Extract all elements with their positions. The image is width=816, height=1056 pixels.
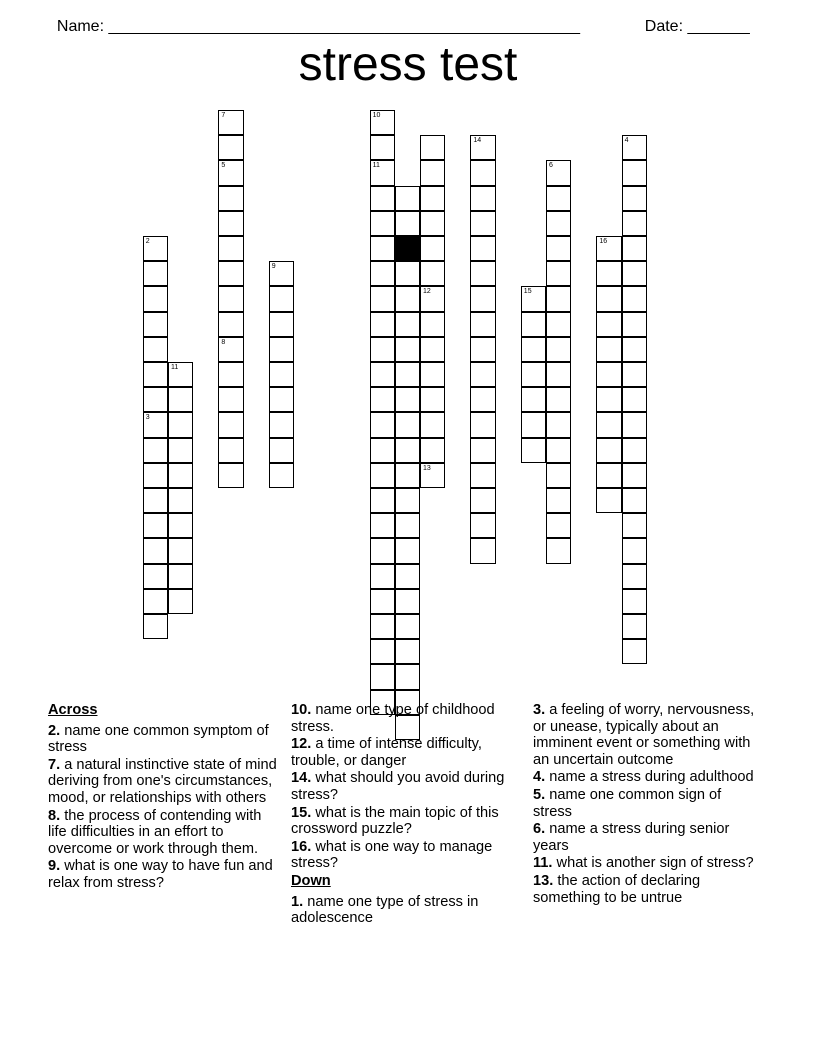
grid-cell[interactable] bbox=[395, 286, 420, 311]
grid-cell[interactable] bbox=[596, 236, 621, 261]
grid-cell[interactable] bbox=[395, 362, 420, 387]
across-clue bbox=[48, 723, 278, 756]
clue-number-label: 13 bbox=[423, 464, 431, 472]
grid-cell[interactable] bbox=[218, 412, 243, 437]
grid-cell[interactable] bbox=[395, 438, 420, 463]
grid-cell[interactable] bbox=[470, 362, 495, 387]
grid-cell[interactable] bbox=[370, 412, 395, 437]
grid-cell[interactable] bbox=[143, 614, 168, 639]
grid-cell[interactable] bbox=[622, 488, 647, 513]
grid-cell[interactable] bbox=[370, 664, 395, 689]
grid-cell[interactable] bbox=[420, 135, 445, 160]
clues-column-1 bbox=[48, 702, 278, 893]
grid-cell[interactable] bbox=[420, 463, 445, 488]
grid-cell[interactable] bbox=[370, 362, 395, 387]
grid-cell[interactable] bbox=[622, 261, 647, 286]
date-field[interactable]: _______ bbox=[683, 18, 750, 35]
grid-cell[interactable] bbox=[420, 387, 445, 412]
clue-number-label: 9 bbox=[271, 263, 276, 271]
clue-number-label: 6 bbox=[549, 162, 553, 170]
grid-cell[interactable] bbox=[143, 236, 168, 261]
grid-cell[interactable] bbox=[622, 564, 647, 589]
grid-cell[interactable] bbox=[420, 312, 445, 337]
clue-text: the action of declaring something to be untrue bbox=[533, 872, 701, 906]
grid-cell[interactable] bbox=[521, 387, 546, 412]
grid-cell[interactable] bbox=[395, 614, 420, 639]
grid-cell[interactable] bbox=[546, 412, 571, 437]
clue-text: name a stress during adulthood bbox=[545, 769, 754, 786]
grid-cell[interactable] bbox=[168, 387, 193, 412]
grid-cell[interactable] bbox=[395, 589, 420, 614]
grid-cell[interactable] bbox=[596, 261, 621, 286]
grid-cell[interactable] bbox=[622, 236, 647, 261]
grid-cell[interactable] bbox=[420, 286, 445, 311]
grid-cell[interactable] bbox=[218, 236, 243, 261]
grid-cell[interactable] bbox=[370, 211, 395, 236]
grid-cell[interactable] bbox=[370, 538, 395, 563]
grid-cell[interactable] bbox=[218, 312, 243, 337]
grid-cell[interactable] bbox=[370, 488, 395, 513]
grid-cell[interactable] bbox=[168, 513, 193, 538]
grid-cell[interactable] bbox=[470, 488, 495, 513]
grid-cell[interactable] bbox=[395, 387, 420, 412]
grid-cell[interactable] bbox=[395, 664, 420, 689]
clue-number-label: 14 bbox=[473, 137, 482, 145]
name-field[interactable]: _____________________________________________________ bbox=[104, 18, 581, 35]
grid-cell[interactable] bbox=[143, 513, 168, 538]
grid-cell[interactable] bbox=[546, 312, 571, 337]
grid-cell[interactable] bbox=[546, 438, 571, 463]
clue-text: name one common symptom of stress bbox=[48, 722, 269, 756]
grid-cell[interactable] bbox=[420, 160, 445, 185]
grid-cell[interactable] bbox=[395, 211, 420, 236]
grid-cell[interactable] bbox=[370, 438, 395, 463]
grid-cell[interactable] bbox=[218, 337, 243, 362]
grid-cell[interactable] bbox=[218, 211, 243, 236]
grid-cell[interactable] bbox=[218, 261, 243, 286]
grid-cell[interactable] bbox=[420, 261, 445, 286]
grid-cell[interactable] bbox=[370, 135, 395, 160]
grid-cell[interactable] bbox=[143, 286, 168, 311]
clue-number-label: 16 bbox=[599, 238, 608, 245]
grid-cell[interactable] bbox=[269, 463, 294, 488]
clue-number-label: 3 bbox=[145, 414, 150, 422]
grid-cell[interactable] bbox=[168, 438, 193, 463]
grid-cell[interactable] bbox=[622, 639, 647, 664]
grid-cell[interactable] bbox=[546, 160, 571, 185]
down-clue bbox=[533, 821, 763, 854]
grid-cell[interactable] bbox=[546, 362, 571, 387]
clue-number-label: 7 bbox=[221, 112, 226, 119]
grid-cell[interactable] bbox=[395, 538, 420, 563]
across-clue bbox=[291, 805, 521, 838]
grid-cell[interactable] bbox=[269, 261, 294, 286]
grid-cell[interactable] bbox=[622, 513, 647, 538]
down-clue bbox=[533, 855, 763, 872]
grid-cell[interactable] bbox=[218, 387, 243, 412]
grid-cell[interactable] bbox=[470, 513, 495, 538]
grid-cell[interactable] bbox=[622, 538, 647, 563]
grid-cell[interactable] bbox=[420, 236, 445, 261]
clue-text: what is another sign of stress? bbox=[552, 855, 754, 872]
grid-cell[interactable] bbox=[269, 412, 294, 437]
down-heading: Down bbox=[291, 872, 331, 889]
clue-number-label: 12 bbox=[423, 288, 431, 296]
clue-text: what is one way to have fun and relax from stress? bbox=[48, 858, 273, 891]
grid-cell[interactable] bbox=[596, 387, 621, 412]
clue-number-label: 10 bbox=[372, 112, 381, 119]
grid-cell[interactable] bbox=[395, 312, 420, 337]
clue-text: name one common sign of stress bbox=[533, 786, 722, 820]
grid-cell[interactable] bbox=[546, 463, 571, 488]
grid-cell[interactable] bbox=[470, 135, 495, 160]
grid-cell[interactable] bbox=[521, 286, 546, 311]
grid-cell[interactable] bbox=[370, 387, 395, 412]
grid-cell[interactable] bbox=[622, 387, 647, 412]
name-label: Name: bbox=[56, 18, 105, 35]
grid-cell[interactable] bbox=[420, 211, 445, 236]
grid-cell[interactable] bbox=[370, 261, 395, 286]
clue-number: 15. bbox=[291, 804, 312, 821]
clue-number: 14. bbox=[291, 770, 312, 787]
clue-number-label: 4 bbox=[624, 137, 629, 145]
across-clue bbox=[291, 839, 521, 872]
clues-column-3 bbox=[533, 702, 763, 907]
grid-cell[interactable] bbox=[370, 160, 395, 185]
across-clue bbox=[48, 757, 278, 807]
grid-cell[interactable] bbox=[546, 286, 571, 311]
grid-cell[interactable] bbox=[218, 438, 243, 463]
grid-cell[interactable] bbox=[218, 135, 243, 160]
grid-cell[interactable] bbox=[470, 387, 495, 412]
clue-text: what is the main topic of this crossword puzzle? bbox=[291, 804, 499, 838]
grid-cell[interactable] bbox=[143, 312, 168, 337]
grid-cell[interactable] bbox=[521, 412, 546, 437]
grid-cell[interactable] bbox=[395, 337, 420, 362]
grid-cell[interactable] bbox=[470, 538, 495, 563]
clue-number: 12. bbox=[291, 736, 312, 753]
grid-cell[interactable] bbox=[143, 488, 168, 513]
grid-cell[interactable] bbox=[143, 564, 168, 589]
grid-cell[interactable] bbox=[143, 387, 168, 412]
grid-cell[interactable] bbox=[521, 337, 546, 362]
grid-cell[interactable] bbox=[546, 513, 571, 538]
grid-cell[interactable] bbox=[269, 362, 294, 387]
grid-cell[interactable] bbox=[470, 236, 495, 261]
grid-cell[interactable] bbox=[622, 186, 647, 211]
grid-cell[interactable] bbox=[622, 438, 647, 463]
clue-number: 6. bbox=[533, 821, 546, 838]
clue-number-label: 2 bbox=[145, 238, 150, 245]
grid-cell[interactable] bbox=[218, 110, 243, 135]
grid-cell[interactable] bbox=[420, 186, 445, 211]
grid-cell[interactable] bbox=[622, 211, 647, 236]
clue-number: 2. bbox=[48, 722, 61, 739]
across-clue bbox=[48, 808, 278, 858]
grid-cell[interactable] bbox=[546, 211, 571, 236]
across-heading: Across bbox=[48, 702, 98, 718]
grid-cell[interactable] bbox=[370, 639, 395, 664]
grid-cell[interactable] bbox=[546, 186, 571, 211]
grid-cell[interactable] bbox=[546, 538, 571, 563]
down-clue bbox=[533, 769, 763, 786]
clue-number: 7. bbox=[48, 756, 61, 773]
grid-cell[interactable] bbox=[395, 261, 420, 286]
grid-cell[interactable] bbox=[521, 312, 546, 337]
clue-number-label: 5 bbox=[221, 162, 226, 170]
grid-cell[interactable] bbox=[420, 438, 445, 463]
grid-cell[interactable] bbox=[395, 564, 420, 589]
grid-cell[interactable] bbox=[596, 362, 621, 387]
grid-cell[interactable] bbox=[370, 589, 395, 614]
grid-cell[interactable] bbox=[470, 186, 495, 211]
grid-cell[interactable] bbox=[395, 639, 420, 664]
clue-number: 10. bbox=[291, 702, 312, 718]
clue-number-label: 15 bbox=[523, 288, 532, 296]
grid-cell[interactable] bbox=[395, 463, 420, 488]
grid-cell[interactable] bbox=[395, 186, 420, 211]
grid-cell[interactable] bbox=[420, 337, 445, 362]
grid-cell[interactable] bbox=[470, 337, 495, 362]
grid-cell[interactable] bbox=[622, 463, 647, 488]
grid-cell[interactable] bbox=[622, 614, 647, 639]
grid-cell[interactable] bbox=[218, 186, 243, 211]
grid-cell[interactable] bbox=[470, 211, 495, 236]
grid-cell[interactable] bbox=[395, 412, 420, 437]
grid-cell[interactable] bbox=[546, 488, 571, 513]
grid-cell[interactable] bbox=[370, 614, 395, 639]
clue-text: a feeling of worry, nervousness, or unease, typically about an imminent event or something with an uncertain outcome bbox=[533, 702, 755, 768]
grid-cell[interactable] bbox=[521, 438, 546, 463]
grid-cell[interactable] bbox=[622, 286, 647, 311]
grid-cell[interactable] bbox=[143, 538, 168, 563]
grid-cell[interactable] bbox=[168, 463, 193, 488]
grid-cell[interactable] bbox=[168, 589, 193, 614]
grid-cell[interactable] bbox=[395, 488, 420, 513]
clue-number: 4. bbox=[533, 769, 546, 786]
grid-cell[interactable] bbox=[596, 463, 621, 488]
grid-cell[interactable] bbox=[596, 438, 621, 463]
grid-cell[interactable] bbox=[370, 110, 395, 135]
across-clue bbox=[291, 770, 521, 803]
grid-cell[interactable] bbox=[168, 564, 193, 589]
across-clue bbox=[291, 736, 521, 769]
clues-column-2 bbox=[291, 702, 521, 928]
grid-cell[interactable] bbox=[622, 412, 647, 437]
grid-cell[interactable] bbox=[420, 362, 445, 387]
grid-cell[interactable] bbox=[269, 337, 294, 362]
down-clue bbox=[533, 873, 763, 906]
grid-cell[interactable] bbox=[218, 160, 243, 185]
grid-cell[interactable] bbox=[521, 362, 546, 387]
grid-cell[interactable] bbox=[546, 236, 571, 261]
grid-cell[interactable] bbox=[420, 412, 445, 437]
clue-number: 13. bbox=[533, 872, 554, 889]
clue-number: 8. bbox=[48, 807, 61, 824]
grid-cell[interactable] bbox=[470, 261, 495, 286]
grid-cell[interactable] bbox=[370, 236, 395, 261]
grid-cell[interactable] bbox=[546, 387, 571, 412]
grid-cell[interactable] bbox=[596, 488, 621, 513]
grid-cell[interactable] bbox=[395, 513, 420, 538]
grid-cell[interactable] bbox=[143, 362, 168, 387]
grid-cell[interactable] bbox=[269, 286, 294, 311]
grid-cell[interactable] bbox=[269, 387, 294, 412]
grid-cell[interactable] bbox=[370, 337, 395, 362]
date-label: Date: bbox=[644, 18, 684, 35]
grid-cell[interactable] bbox=[143, 589, 168, 614]
grid-cell[interactable] bbox=[370, 286, 395, 311]
grid-cell[interactable] bbox=[546, 261, 571, 286]
grid-cell[interactable] bbox=[622, 160, 647, 185]
clue-number-label: 11 bbox=[171, 364, 179, 371]
clue-number-label: 11 bbox=[372, 162, 380, 170]
down-clue bbox=[533, 702, 763, 768]
clue-text: what is one way to manage stress? bbox=[291, 838, 493, 872]
grid-cell[interactable] bbox=[218, 463, 243, 488]
clue-text: name a stress during senior years bbox=[533, 821, 730, 854]
clue-number-label: 8 bbox=[221, 338, 226, 346]
grid-cell[interactable] bbox=[370, 463, 395, 488]
grid-cell[interactable] bbox=[168, 538, 193, 563]
grid-cell[interactable] bbox=[622, 312, 647, 337]
grid-cell[interactable] bbox=[470, 463, 495, 488]
clue-text: name one type of stress in adolescence bbox=[291, 893, 479, 927]
clue-number: 16. bbox=[291, 838, 312, 855]
clue-text: a natural instinctive state of mind deriving from one's circumstances, mood, or relationships with others bbox=[48, 756, 277, 806]
clue-number: 1. bbox=[291, 893, 304, 910]
grid-cell[interactable] bbox=[370, 312, 395, 337]
grid-cell[interactable] bbox=[370, 513, 395, 538]
grid-cell[interactable] bbox=[470, 286, 495, 311]
clue-text: a time of intense difficulty, trouble, or danger bbox=[291, 736, 482, 769]
grid-cell[interactable] bbox=[546, 337, 571, 362]
clue-text: what should you avoid during stress? bbox=[291, 770, 505, 803]
grid-cell[interactable] bbox=[470, 160, 495, 185]
down-clue bbox=[533, 787, 763, 820]
grid-cell[interactable] bbox=[168, 412, 193, 437]
grid-cell[interactable] bbox=[622, 362, 647, 387]
page-title: stress test bbox=[298, 38, 518, 91]
grid-cell[interactable] bbox=[622, 337, 647, 362]
grid-cell[interactable] bbox=[370, 564, 395, 589]
clue-number: 3. bbox=[533, 702, 546, 718]
grid-cell[interactable] bbox=[470, 412, 495, 437]
grid-cell[interactable] bbox=[168, 362, 193, 387]
grid-cell[interactable] bbox=[622, 589, 647, 614]
grid-cell[interactable] bbox=[143, 337, 168, 362]
clue-text: the process of contending with life difficulties in an effort to overcome or work through them. bbox=[48, 807, 262, 857]
clue-text: name one type of childhood stress. bbox=[291, 702, 495, 735]
grid-cell[interactable] bbox=[269, 312, 294, 337]
clue-number: 9. bbox=[48, 858, 61, 875]
across-clue bbox=[48, 858, 278, 891]
grid-cell[interactable] bbox=[218, 362, 243, 387]
grid-cell[interactable] bbox=[596, 286, 621, 311]
grid-cell[interactable] bbox=[218, 286, 243, 311]
black-cell bbox=[395, 236, 420, 261]
grid-cell[interactable] bbox=[370, 186, 395, 211]
grid-cell[interactable] bbox=[596, 337, 621, 362]
grid-cell[interactable] bbox=[269, 438, 294, 463]
grid-cell[interactable] bbox=[143, 412, 168, 437]
across-clue bbox=[291, 702, 521, 735]
grid-cell[interactable] bbox=[168, 488, 193, 513]
clue-number: 11. bbox=[533, 855, 553, 872]
grid-cell[interactable] bbox=[470, 438, 495, 463]
grid-cell[interactable] bbox=[622, 135, 647, 160]
grid-cell[interactable] bbox=[596, 412, 621, 437]
clue-number: 5. bbox=[533, 786, 546, 803]
grid-cell[interactable] bbox=[470, 312, 495, 337]
down-clue bbox=[291, 894, 521, 927]
grid-cell[interactable] bbox=[143, 463, 168, 488]
grid-cell[interactable] bbox=[143, 261, 168, 286]
grid-cell[interactable] bbox=[143, 438, 168, 463]
grid-cell[interactable] bbox=[596, 312, 621, 337]
